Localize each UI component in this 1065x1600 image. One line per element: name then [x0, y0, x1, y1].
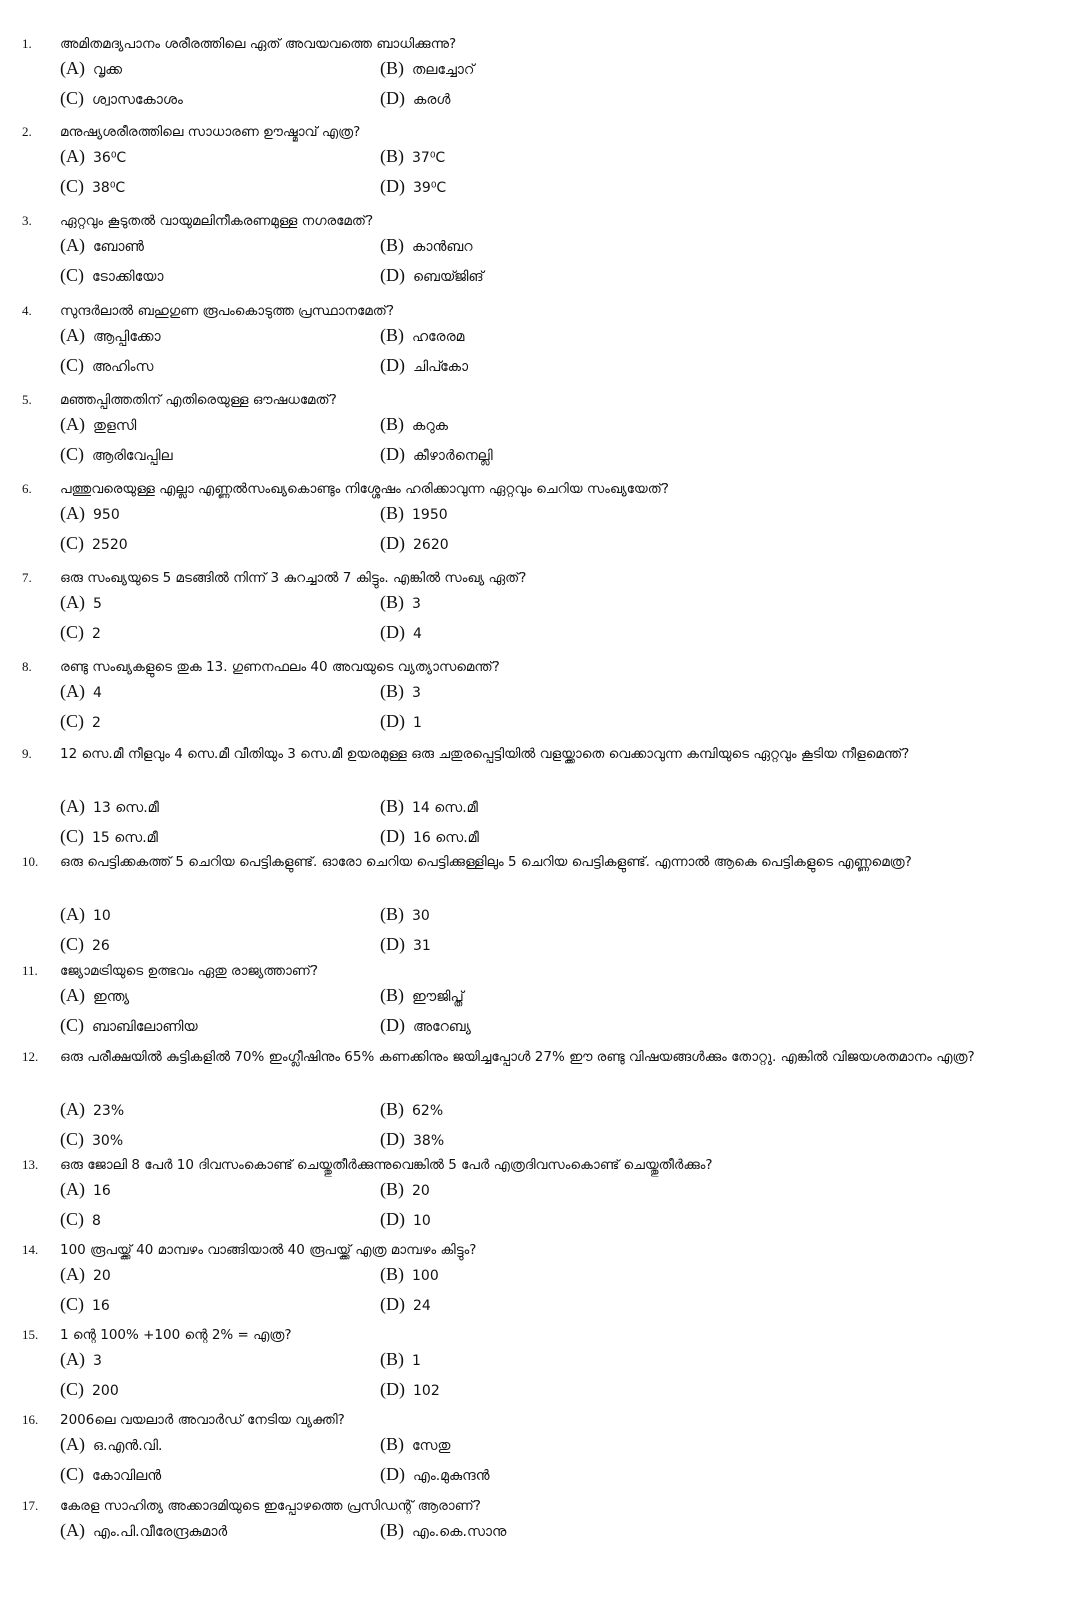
question-text: ഒരു പരീക്ഷയിൽ കുട്ടികളിൽ 70% ഇംഗ്ലീഷിനും 65% കണക്കിനും ജയിച്ചപ്പോൾ 27% ഈ രണ്ടു വിഷയങ്ങൾക്കും തോറ്റു. എങ്കിൽ വിജയശതമാനം എത്ര? — [60, 1049, 975, 1065]
option-label: (C) — [60, 934, 84, 954]
option-d — [380, 175, 446, 199]
option-text: 30% — [92, 1133, 124, 1149]
option-d — [380, 1378, 440, 1402]
option-label: (B) — [380, 985, 404, 1005]
option-a — [60, 413, 136, 437]
question-text: കേരള സാഹിത്യ അക്കാദമിയുടെ ഇപ്പോഴത്തെ പ്രസിഡന്റ് ആരാണ്? — [60, 1498, 481, 1514]
question-text: രണ്ടു സംഖ്യകളുടെ തുക 13. ഗുണനഫലം 40 അവയുടെ വ്യത്യാസമെന്ത്? — [60, 659, 500, 675]
option-text: ബോൺ — [93, 239, 145, 255]
option-text: 39⁰C — [413, 180, 447, 196]
option-text: 13 സെ.മീ — [93, 800, 159, 816]
option-label: (B) — [380, 1179, 404, 1199]
option-b — [380, 502, 448, 526]
option-text: 1 — [413, 715, 422, 731]
option-a — [60, 502, 120, 526]
question-text: 1 ന്റെ 100% +100 ന്റെ 2% = എത്ര? — [60, 1327, 292, 1343]
option-c — [60, 621, 101, 645]
option-text: ഹരേരമ — [412, 329, 465, 345]
option-b — [380, 1348, 421, 1372]
question-text: 2006ലെ വയലാർ അവാർഡ് നേടിയ വ്യക്തി? — [60, 1412, 345, 1428]
option-text: 950 — [93, 507, 120, 523]
option-text: 16 — [93, 1183, 111, 1199]
option-b — [380, 1519, 506, 1543]
option-label: (C) — [60, 533, 84, 553]
question-number: 3. — [22, 213, 32, 228]
option-label: (A) — [60, 1520, 85, 1540]
option-text: 2 — [92, 715, 101, 731]
option-label: (A) — [60, 1179, 85, 1199]
option-label: (D) — [380, 533, 405, 553]
option-text: 5 — [93, 596, 102, 612]
question-text: ഏറ്റവും കൂടുതൽ വായുമലിനീകരണമുള്ള നഗരമേത്? — [60, 213, 374, 229]
option-d — [380, 87, 450, 111]
question-text: മനുഷ്യശരീരത്തിലെ സാധാരണ ഊഷ്മാവ് എത്ര? — [60, 124, 361, 140]
question-text: മഞ്ഞപ്പിത്തതിന് എതിരെയുള്ള ഔഷധമേത്? — [60, 392, 337, 408]
option-d — [380, 264, 484, 288]
option-label: (B) — [380, 235, 404, 255]
option-c — [60, 1293, 110, 1317]
option-b — [380, 234, 472, 258]
option-text: 4 — [413, 626, 422, 642]
option-b — [380, 795, 478, 819]
option-a — [60, 903, 111, 927]
option-text: 100 — [412, 1268, 439, 1284]
option-label: (C) — [60, 1379, 84, 1399]
option-text: കീഴാർനെല്ലി — [413, 448, 493, 464]
option-label: (D) — [380, 1209, 405, 1229]
option-b — [380, 1178, 430, 1202]
option-c — [60, 1128, 123, 1152]
option-c — [60, 1378, 119, 1402]
option-label: (A) — [60, 1099, 85, 1119]
option-d — [380, 532, 449, 556]
option-d — [380, 1014, 471, 1038]
option-text: 1950 — [412, 507, 448, 523]
option-label: (D) — [380, 934, 405, 954]
option-label: (B) — [380, 1520, 404, 1540]
option-label: (B) — [380, 503, 404, 523]
question-number: 1. — [22, 36, 32, 51]
question-number: 14. — [22, 1242, 39, 1257]
option-a — [60, 1433, 162, 1457]
option-d — [380, 933, 431, 957]
option-text: 102 — [413, 1383, 440, 1399]
option-label: (B) — [380, 146, 404, 166]
question-text: ഒരു സംഖ്യയുടെ 5 മടങ്ങിൽ നിന്ന് 3 കുറച്ചാൽ 7 കിട്ടും. എങ്കിൽ സംഖ്യ ഏത്? — [60, 570, 527, 586]
question-number: 10. — [22, 854, 39, 869]
option-label: (B) — [380, 592, 404, 612]
option-text: ബാബിലോണിയ — [92, 1019, 198, 1035]
option-text: 38⁰C — [92, 180, 126, 196]
question-number: 2. — [22, 124, 32, 139]
question-number: 7. — [22, 570, 32, 585]
option-text: കോവിലൻ — [92, 1468, 162, 1484]
question-number: 16. — [22, 1412, 39, 1427]
option-label: (A) — [60, 325, 85, 345]
option-label: (A) — [60, 58, 85, 78]
option-label: (D) — [380, 1015, 405, 1035]
option-text: 26 — [92, 938, 110, 954]
option-a — [60, 324, 161, 348]
option-text: 31 — [413, 938, 431, 954]
option-label: (C) — [60, 1015, 84, 1035]
question-text: സുന്ദർലാൽ ബഹുഗുണ രൂപംകൊടുത്ത പ്രസ്ഥാനമേത്? — [60, 303, 395, 319]
question-number: 4. — [22, 303, 32, 318]
option-a — [60, 1519, 227, 1543]
option-a — [60, 795, 159, 819]
option-text: 20 — [412, 1183, 430, 1199]
option-text: 1 — [412, 1353, 421, 1369]
option-label: (D) — [380, 88, 405, 108]
option-label: (D) — [380, 265, 405, 285]
option-d — [380, 1463, 490, 1487]
option-label: (B) — [380, 796, 404, 816]
option-b — [380, 57, 474, 81]
option-text: 62% — [412, 1103, 444, 1119]
option-text: 2 — [92, 626, 101, 642]
option-text: 8 — [92, 1213, 101, 1229]
option-c — [60, 354, 153, 378]
option-label: (D) — [380, 444, 405, 464]
question-number: 11. — [22, 963, 38, 978]
option-label: (B) — [380, 681, 404, 701]
option-text: അഹിംസ — [92, 359, 154, 375]
option-label: (B) — [380, 1264, 404, 1284]
option-text: ആരിവേപ്പില — [92, 448, 173, 464]
option-text: 2520 — [92, 537, 128, 553]
option-label: (A) — [60, 1264, 85, 1284]
option-text: 3 — [93, 1353, 102, 1369]
option-text: എം.പി.വീരേന്ദ്രകുമാർ — [93, 1524, 228, 1540]
option-text: വൃക്ക — [93, 62, 123, 78]
option-label: (B) — [380, 1349, 404, 1369]
option-text: ആപ്പിക്കോ — [93, 329, 161, 345]
option-c — [60, 1208, 101, 1232]
option-text: ശ്വാസകോശം — [92, 92, 183, 108]
option-text: 3 — [412, 596, 421, 612]
option-d — [380, 1208, 431, 1232]
option-a — [60, 1098, 124, 1122]
option-label: (A) — [60, 681, 85, 701]
option-label: (C) — [60, 622, 84, 642]
question-number: 15. — [22, 1327, 39, 1342]
option-d — [380, 443, 493, 467]
option-b — [380, 1263, 439, 1287]
option-d — [380, 621, 422, 645]
option-label: (D) — [380, 355, 405, 375]
option-text: എം.മുകുന്ദൻ — [413, 1468, 490, 1484]
option-label: (A) — [60, 592, 85, 612]
option-text: 4 — [93, 685, 102, 701]
option-d — [380, 1293, 431, 1317]
option-a — [60, 984, 129, 1008]
option-label: (B) — [380, 1099, 404, 1119]
question-text: 12 സെ.മീ നീളവും 4 സെ.മീ വീതിയും 3 സെ.മീ ഉയരമുള്ള ഒരു ചതുരപ്പെട്ടിയിൽ വളയ്ക്കാതെ വെക്കാവുന്ന കമ്പിയുടെ ഏറ്റവും കൂടിയ നീളമെന്ത്? — [60, 746, 910, 762]
option-label: (B) — [380, 58, 404, 78]
option-text: 10 — [93, 908, 111, 924]
option-text: 10 — [413, 1213, 431, 1229]
option-label: (C) — [60, 88, 84, 108]
option-text: കരൾ — [413, 92, 451, 108]
option-d — [380, 825, 479, 849]
option-text: 3 — [412, 685, 421, 701]
option-a — [60, 57, 122, 81]
option-c — [60, 87, 183, 111]
option-a — [60, 1178, 111, 1202]
option-text: 38% — [413, 1133, 445, 1149]
option-label: (D) — [380, 1294, 405, 1314]
question-number: 8. — [22, 659, 32, 674]
option-d — [380, 710, 422, 734]
question-number: 5. — [22, 392, 32, 407]
option-label: (A) — [60, 414, 85, 434]
option-a — [60, 591, 102, 615]
option-text: 30 — [412, 908, 430, 924]
question-text: പത്തുവരെയുള്ള എല്ലാ എണ്ണൽസംഖ്യകൊണ്ടും നിശ്ശേഷം ഹരിക്കാവുന്ന ഏറ്റവും ചെറിയ സംഖ്യയേത്? — [60, 481, 669, 497]
question-number: 9. — [22, 746, 32, 761]
option-b — [380, 903, 430, 927]
question-number: 13. — [22, 1157, 39, 1172]
option-text: തലച്ചോറ് — [412, 62, 475, 78]
option-label: (B) — [380, 414, 404, 434]
option-text: ഇന്ത്യ — [93, 989, 130, 1005]
option-label: (C) — [60, 1129, 84, 1149]
option-text: 200 — [92, 1383, 119, 1399]
option-text: കാൻബറ — [412, 239, 473, 255]
option-text: സേതു — [412, 1438, 451, 1454]
option-b — [380, 324, 464, 348]
option-label: (D) — [380, 1129, 405, 1149]
option-c — [60, 710, 101, 734]
option-label: (A) — [60, 796, 85, 816]
option-text: 2620 — [413, 537, 449, 553]
question-text: ഒരു ജോലി 8 പേർ 10 ദിവസംകൊണ്ട് ചെയ്തുതീർക്കുന്നുവെങ്കിൽ 5 പേർ എത്രദിവസംകൊണ്ട് ചെയ്തുതീർക്കും? — [60, 1157, 713, 1173]
option-label: (D) — [380, 1379, 405, 1399]
question-number: 17. — [22, 1498, 39, 1513]
option-label: (C) — [60, 1209, 84, 1229]
option-d — [380, 354, 468, 378]
option-text: അറേബ്യ — [413, 1019, 471, 1035]
option-b — [380, 1098, 443, 1122]
option-label: (D) — [380, 176, 405, 196]
option-c — [60, 443, 173, 467]
option-label: (D) — [380, 622, 405, 642]
option-label: (C) — [60, 826, 84, 846]
option-text: 23% — [93, 1103, 125, 1119]
option-c — [60, 264, 163, 288]
option-label: (B) — [380, 904, 404, 924]
option-label: (D) — [380, 826, 405, 846]
option-text: 37⁰C — [412, 150, 446, 166]
question-number: 12. — [22, 1049, 39, 1064]
option-label: (B) — [380, 1434, 404, 1454]
option-b — [380, 413, 448, 437]
option-c — [60, 1014, 198, 1038]
option-label: (C) — [60, 355, 84, 375]
option-text: എം.കെ.സാനു — [412, 1524, 507, 1540]
option-text: 14 സെ.മീ — [412, 800, 478, 816]
question-text: ഒരു പെട്ടിക്കകത്ത് 5 ചെറിയ പെട്ടികളുണ്ട്. ഓരോ ചെറിയ പെട്ടിക്കുള്ളിലും 5 ചെറിയ പെട്ടികളുണ്ട്. എന്നാൽ ആകെ പെട്ടികളുടെ എണ്ണമെത്ര? — [60, 854, 912, 870]
option-text: ബെയ്ജിങ് — [413, 269, 484, 285]
option-text: തുളസി — [93, 418, 137, 434]
option-label: (A) — [60, 1349, 85, 1369]
option-b — [380, 1433, 450, 1457]
option-a — [60, 680, 102, 704]
option-c — [60, 1463, 161, 1487]
option-label: (C) — [60, 1464, 84, 1484]
option-label: (A) — [60, 985, 85, 1005]
option-label: (D) — [380, 711, 405, 731]
option-text: 15 സെ.മീ — [92, 830, 158, 846]
option-label: (C) — [60, 1294, 84, 1314]
option-b — [380, 591, 421, 615]
option-text: 16 — [92, 1298, 110, 1314]
option-label: (C) — [60, 176, 84, 196]
option-text: 20 — [93, 1268, 111, 1284]
option-text: ചിപ്കോ — [413, 359, 469, 375]
option-d — [380, 1128, 444, 1152]
option-b — [380, 145, 445, 169]
question-text: ജ്യോമട്രിയുടെ ഉത്ഭവം ഏതു രാജ്യത്താണ്? — [60, 963, 319, 979]
option-text: കറുക — [412, 418, 448, 434]
option-label: (C) — [60, 711, 84, 731]
option-label: (A) — [60, 146, 85, 166]
option-label: (D) — [380, 1464, 405, 1484]
option-label: (C) — [60, 444, 84, 464]
option-b — [380, 984, 464, 1008]
option-a — [60, 234, 144, 258]
option-a — [60, 145, 126, 169]
option-c — [60, 175, 125, 199]
option-label: (C) — [60, 265, 84, 285]
option-c — [60, 933, 110, 957]
option-text: 16 സെ.മീ — [413, 830, 479, 846]
option-a — [60, 1348, 102, 1372]
option-c — [60, 825, 158, 849]
option-label: (A) — [60, 1434, 85, 1454]
option-c — [60, 532, 128, 556]
option-label: (B) — [380, 325, 404, 345]
question-number: 6. — [22, 481, 32, 496]
option-text: 36⁰C — [93, 150, 127, 166]
option-text: ഒ.എൻ.വി. — [93, 1438, 163, 1454]
option-a — [60, 1263, 111, 1287]
option-label: (A) — [60, 503, 85, 523]
option-b — [380, 680, 421, 704]
option-text: ഈജിപ്ത് — [412, 989, 464, 1005]
option-text: 24 — [413, 1298, 431, 1314]
option-label: (A) — [60, 904, 85, 924]
question-text: അമിതമദ്യപാനം ശരീരത്തിലെ ഏത് അവയവത്തെ ബാധിക്കുന്നു? — [60, 36, 457, 52]
option-label: (A) — [60, 235, 85, 255]
option-text: ടോക്കിയോ — [92, 269, 164, 285]
question-text: 100 രൂപയ്ക്ക് 40 മാമ്പഴം വാങ്ങിയാൽ 40 രൂപയ്ക്ക് എത്ര മാമ്പഴം കിട്ടും? — [60, 1242, 477, 1258]
